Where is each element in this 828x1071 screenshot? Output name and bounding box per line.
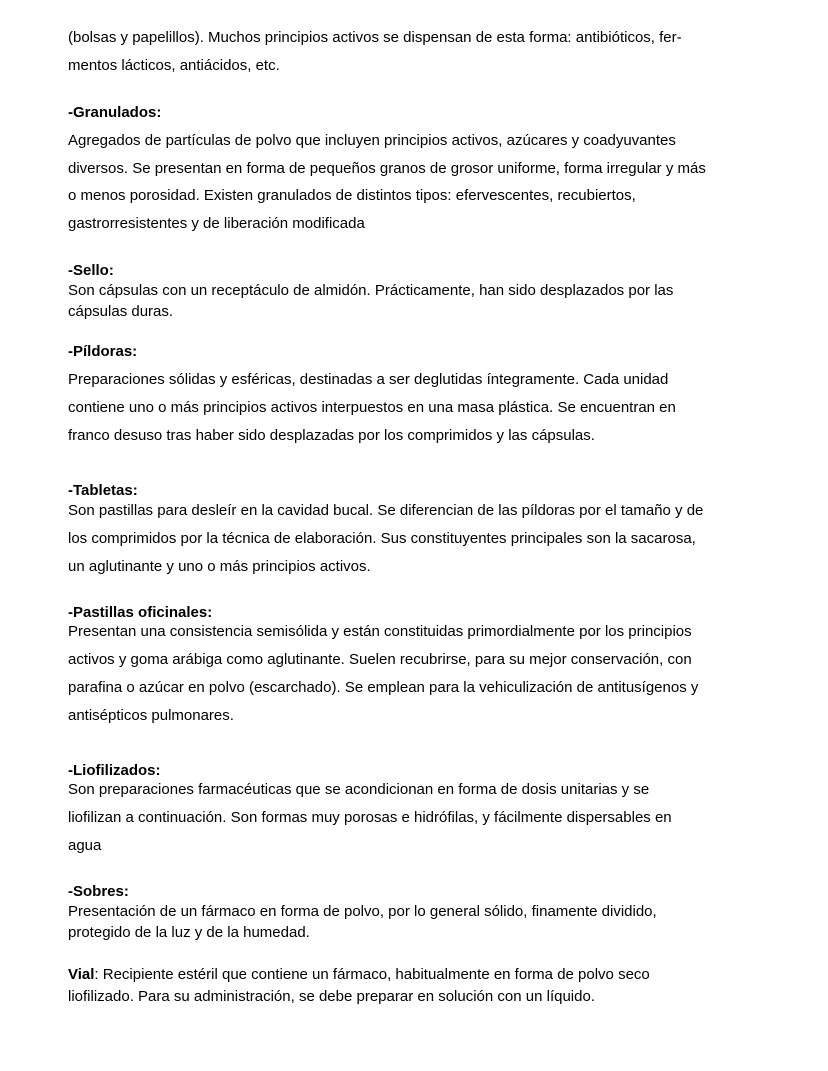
pildoras-line-2: contiene uno o más principios activos interpuestos en una masa plástica. Se encuentran en	[68, 399, 676, 416]
vial-definition-start: : Recipiente estéril que contiene un fármaco, habitualmente en forma de polvo seco	[94, 966, 650, 983]
vial-term: Vial	[68, 966, 95, 983]
granulados-line-3: o menos porosidad. Existen granulados de distintos tipos: efervescentes, recubiertos,	[68, 187, 636, 204]
liofilizados-line-3: agua	[68, 837, 102, 854]
pastillas-line-3: parafina o azúcar en polvo (escarchado). Se emplean para la vehiculización de antitusígenos y	[68, 679, 699, 696]
section-heading-tabletas: -Tabletas:	[68, 482, 138, 499]
liofilizados-line-1: Son preparaciones farmacéuticas que se acondicionan en forma de dosis unitarias y se	[68, 781, 650, 798]
pastillas-line-4: antisépticos pulmonares.	[68, 707, 234, 724]
vial-line-2: liofilizado. Para su administración, se debe preparar en solución con un líquido.	[68, 988, 595, 1005]
vial-line-1	[68, 966, 650, 984]
intro-line-1: (bolsas y papelillos). Muchos principios activos se dispensan de esta forma: antibióticos, fer-	[68, 29, 682, 46]
section-heading-sobres: -Sobres:	[68, 883, 129, 900]
pastillas-line-1: Presentan una consistencia semisólida y están constituidas primordialmente por los principios	[68, 623, 692, 640]
sello-line-1: Son cápsulas con un receptáculo de almidón. Prácticamente, han sido desplazados por las	[68, 282, 674, 299]
granulados-line-1: Agregados de partículas de polvo que incluyen principios activos, azúcares y coadyuvantes	[68, 132, 676, 149]
pildoras-line-3: franco desuso tras haber sido desplazadas por los comprimidos y las cápsulas.	[68, 427, 595, 444]
pastillas-line-2: activos y goma arábiga como aglutinante. Suelen recubrirse, para su mejor conservación, con	[68, 651, 692, 668]
intro-line-2: mentos lácticos, antiácidos, etc.	[68, 57, 280, 74]
tabletas-line-1: Son pastillas para desleír en la cavidad bucal. Se diferencian de las píldoras por el tamaño y de	[68, 502, 704, 519]
section-heading-sello: -Sello:	[68, 262, 114, 279]
sello-line-2: cápsulas duras.	[68, 303, 174, 320]
tabletas-line-3: un aglutinante y uno o más principios activos.	[68, 558, 371, 575]
section-heading-granulados: -Granulados:	[68, 104, 162, 121]
granulados-line-2: diversos. Se presentan en forma de pequeños granos de grosor uniforme, forma irregular y más	[68, 160, 706, 177]
liofilizados-line-2: liofilizan a continuación. Son formas muy porosas e hidrófilas, y fácilmente dispersables en	[68, 809, 672, 826]
tabletas-line-2: los comprimidos por la técnica de elaboración. Sus constituyentes principales son la sacarosa,	[68, 530, 696, 547]
sobres-line-1: Presentación de un fármaco en forma de polvo, por lo general sólido, finamente dividido,	[68, 903, 657, 920]
section-heading-pildoras: -Píldoras:	[68, 343, 138, 360]
granulados-line-4: gastrorresistentes y de liberación modificada	[68, 215, 365, 232]
pildoras-line-1: Preparaciones sólidas y esféricas, destinadas a ser deglutidas íntegramente. Cada unidad	[68, 371, 669, 388]
sobres-line-2: protegido de la luz y de la humedad.	[68, 924, 310, 941]
section-heading-liofilizados: -Liofilizados:	[68, 762, 161, 779]
section-heading-pastillas-oficinales: -Pastillas oficinales:	[68, 604, 213, 621]
